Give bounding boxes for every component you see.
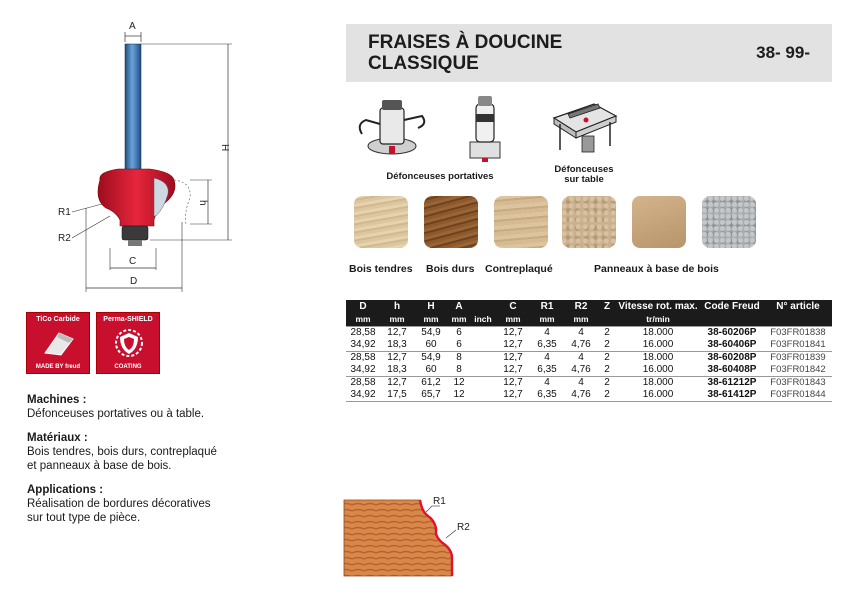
info-applications-text: Réalisation de bordures décoratives sur tout type de pièce.: [27, 498, 211, 524]
unit-article: [764, 313, 832, 326]
profile-wood-block: [344, 500, 452, 576]
cell-a-inch: [470, 376, 496, 389]
plywood-swatch: [494, 196, 548, 248]
cell-h-small: 18,3: [387, 339, 407, 350]
cell-r2: 4,76: [571, 364, 591, 375]
dim-r2-label: R2: [58, 233, 71, 244]
col-header-r1: R1: [530, 300, 564, 313]
dim-r1-label: R1: [58, 207, 71, 218]
cell-a-mm: 6: [448, 326, 470, 339]
cell-a-mm: 12: [448, 376, 470, 389]
cell-c: 12,7: [496, 326, 530, 339]
tico-logo-title: TiCo Carbide: [36, 316, 80, 323]
cell-code: 38-60408P: [707, 364, 757, 375]
cell-code: 38-60208P: [700, 351, 764, 364]
cell-z: 2: [598, 351, 616, 364]
dim-c-label: C: [129, 256, 137, 267]
cell-z: 2: [598, 376, 616, 389]
softwood-swatch: [354, 196, 408, 248]
dim-h-lower-label: h: [197, 200, 208, 206]
col-header-a: A: [448, 300, 470, 313]
col-header-d: D: [346, 300, 380, 313]
table-routers-label: Défonceuses sur table: [554, 164, 614, 185]
wood-label-panels: Panneaux à base de bois: [594, 263, 719, 275]
unit-h-small: mm: [380, 313, 414, 326]
cell-h-total: 54,9: [414, 351, 448, 364]
info-materials: [27, 431, 327, 473]
col-header-r2: R2: [564, 300, 598, 313]
plunge-router-icon: [352, 94, 432, 160]
cell-d: 28,58: [346, 351, 380, 364]
unit-r1: mm: [530, 313, 564, 326]
col-header-c: C: [496, 300, 530, 313]
cell-h-total: 54,9: [414, 326, 448, 339]
table-row: [346, 364, 832, 377]
cell-d: 34,92: [346, 389, 380, 402]
page-title: FRAISES À DOUCINE CLASSIQUE: [368, 32, 563, 74]
cell-a-inch: [470, 364, 496, 377]
cell-r1: 6,35: [537, 339, 557, 350]
info-applications: [27, 483, 327, 525]
cell-r2: 4: [564, 351, 598, 364]
wood-label-plywood: Contreplaqué: [485, 263, 553, 275]
cut-profile-illustration: [340, 490, 480, 580]
cell-a-mm: 8: [456, 364, 462, 375]
info-materials-heading: Matériaux :: [27, 432, 88, 444]
profile-r1-label: R1: [433, 496, 446, 507]
info-machines-heading: Machines :: [27, 394, 87, 406]
hardwood-swatch: [424, 196, 478, 248]
bit-shank: [125, 44, 141, 172]
dim-h-upper-label: H: [219, 144, 230, 152]
cell-d: 34,92: [350, 339, 376, 350]
unit-c: mm: [496, 313, 530, 326]
perma-shield-logo: [96, 312, 160, 374]
unit-code: [700, 313, 764, 326]
cell-a-inch: [470, 326, 496, 339]
cell-speed: 16.000: [642, 339, 674, 350]
perma-logo-subtitle: COATING: [114, 364, 142, 370]
cell-r2: 4,76: [564, 389, 598, 402]
cell-r1: 4: [530, 326, 564, 339]
cell-code: 38-61212P: [700, 376, 764, 389]
col-header-code: Code Freud: [700, 300, 764, 313]
cell-speed: 16.000: [642, 364, 674, 375]
cell-z: 2: [604, 364, 610, 375]
col-header-article: N° article: [764, 300, 832, 313]
profile-r2-label: R2: [457, 522, 470, 533]
table-row: [346, 339, 832, 352]
tico-logo-subtitle: MADE BY freud: [35, 364, 81, 370]
perma-logo-title: Perma-SHIELD: [103, 316, 153, 323]
cell-a-mm: 6: [456, 339, 462, 350]
cell-h-total: 61,2: [414, 376, 448, 389]
cell-c: 12,7: [496, 376, 530, 389]
cell-article: F03FR01842: [770, 364, 826, 375]
bit-technical-drawing: [40, 12, 250, 302]
cell-r2: 4,76: [571, 339, 591, 350]
info-materials-text: Bois tendres, bois durs, contreplaqué et panneaux à base de bois.: [27, 446, 217, 472]
cell-r2: 4: [564, 376, 598, 389]
cell-a-inch: [470, 339, 496, 352]
col-header-h-total: H: [414, 300, 448, 313]
cell-h-small: 18,3: [387, 364, 407, 375]
unit-r2: mm: [564, 313, 598, 326]
cell-article: F03FR01838: [764, 326, 832, 339]
cell-a-mm: 12: [448, 389, 470, 402]
specification-table: [346, 300, 832, 402]
info-applications-heading: Applications :: [27, 484, 104, 496]
cell-speed: 18.000: [616, 326, 700, 339]
cell-h-small: 12,7: [380, 376, 414, 389]
shield-icon: [109, 327, 149, 359]
cell-speed: 18.000: [616, 376, 700, 389]
trim-router-icon: [460, 94, 510, 164]
info-machines: [27, 393, 327, 421]
carbide-tip-icon: [39, 327, 79, 359]
cell-z: 2: [598, 326, 616, 339]
reference-code: 38- 99-: [756, 43, 810, 62]
cell-z: 2: [598, 389, 616, 402]
cell-r1: 4: [530, 376, 564, 389]
dim-d-label: D: [130, 276, 138, 287]
wood-label-hardwood: Bois durs: [426, 263, 475, 275]
col-header-h-small: h: [380, 300, 414, 313]
header-band: [346, 24, 832, 82]
cell-r1: 6,35: [530, 389, 564, 402]
col-header-a-inch: [470, 300, 496, 313]
wood-label-softwood: Bois tendres: [349, 263, 413, 275]
cell-c: 12,7: [503, 339, 523, 350]
bit-bearing: [122, 226, 148, 240]
cell-a-mm: 8: [448, 351, 470, 364]
cell-a-inch: [470, 389, 496, 402]
cell-z: 2: [604, 339, 610, 350]
cell-h-total: 60: [425, 339, 437, 350]
cell-d: 28,58: [346, 326, 380, 339]
unit-h-total: mm: [414, 313, 448, 326]
router-table-icon: [548, 96, 620, 156]
osb-grey-board-swatch: [702, 196, 756, 248]
mdf-swatch: [632, 196, 686, 248]
table-row: [346, 389, 832, 402]
cell-h-small: 17,5: [380, 389, 414, 402]
table-header-row: [346, 300, 832, 313]
cell-r1: 6,35: [537, 364, 557, 375]
unit-a-inch: inch: [470, 313, 496, 326]
cell-article: F03FR01839: [764, 351, 832, 364]
tico-carbide-logo: [26, 312, 90, 374]
particleboard-swatch: [562, 196, 616, 248]
cell-article: F03FR01843: [764, 376, 832, 389]
unit-d: mm: [346, 313, 380, 326]
cell-code: 38-60406P: [707, 339, 757, 350]
unit-a-mm: mm: [448, 313, 470, 326]
cell-d: 34,92: [350, 364, 376, 375]
cell-speed: 16.000: [616, 389, 700, 402]
cell-h-total: 60: [425, 364, 437, 375]
unit-z: [598, 313, 616, 326]
col-header-speed: Vitesse rot. max.: [616, 300, 700, 313]
cell-d: 28,58: [346, 376, 380, 389]
cell-r1: 4: [530, 351, 564, 364]
info-machines-text: Défonceuses portatives ou à table.: [27, 408, 205, 420]
cell-c: 12,7: [496, 389, 530, 402]
cell-article: F03FR01844: [764, 389, 832, 402]
cell-r2: 4: [564, 326, 598, 339]
dim-a-label: A: [129, 21, 136, 32]
table-unit-row: [346, 313, 832, 326]
table-row: [346, 351, 832, 364]
cell-article: F03FR01841: [770, 339, 826, 350]
table-row: [346, 376, 832, 389]
cell-c: 12,7: [503, 364, 523, 375]
col-header-z: Z: [598, 300, 616, 313]
cell-code: 38-61412P: [700, 389, 764, 402]
portable-routers-label: Défonceuses portatives: [386, 171, 494, 182]
cell-speed: 18.000: [616, 351, 700, 364]
unit-speed: tr/min: [616, 313, 700, 326]
cell-h-total: 65,7: [414, 389, 448, 402]
cell-h-small: 12,7: [380, 326, 414, 339]
cell-c: 12,7: [496, 351, 530, 364]
table-row: [346, 326, 832, 339]
cell-h-small: 12,7: [380, 351, 414, 364]
cell-code: 38-60206P: [700, 326, 764, 339]
cell-a-inch: [470, 351, 496, 364]
